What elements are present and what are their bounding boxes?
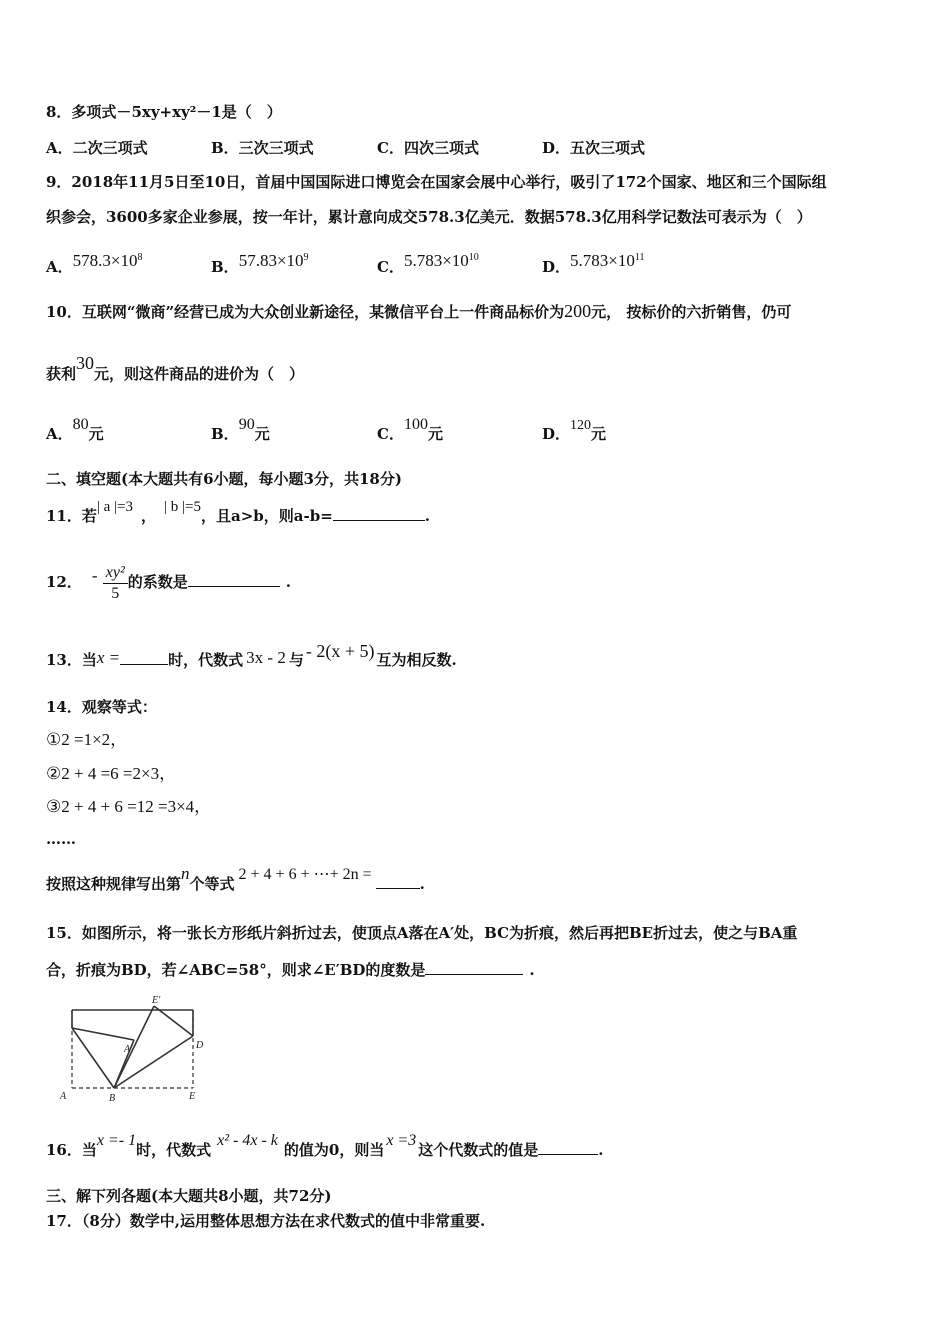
q16-stem: [46, 1132, 604, 1161]
q11-stem: [46, 499, 430, 527]
q12-answer-blank[interactable]: [188, 572, 280, 587]
option-exponent: 10: [468, 252, 479, 263]
q16-condition: x =- 1: [96, 1132, 137, 1149]
option-exponent: 11: [634, 252, 645, 263]
q15-answer-blank[interactable]: [425, 960, 523, 975]
q10-stem-line2: [46, 353, 305, 384]
q12-fraction: [103, 563, 128, 604]
q10-option-d: [542, 418, 607, 444]
q14-eq-2: [46, 764, 176, 784]
q15-folding-figure: [58, 990, 208, 1105]
q14-dots: ……: [46, 830, 76, 848]
q9-option-c: [377, 250, 479, 276]
option-value: 90: [238, 416, 255, 433]
q12-stem: [46, 559, 291, 605]
q13-stem: [46, 641, 457, 670]
option-value: 100: [403, 416, 428, 433]
q17-stem: 17．（8分）数学中,运用整体思想方法在求代数式的值中非常重要.: [46, 1212, 486, 1230]
q13-expression-1: 3x - 2: [246, 648, 286, 667]
option-unit: 元: [88, 425, 104, 443]
q15-stem-line2: [46, 960, 535, 980]
option-base: 5.783×10: [570, 251, 635, 270]
fig-label-b: B: [109, 1093, 116, 1104]
fig-label-e-prime: E': [152, 995, 161, 1006]
q13-x-equals: x =: [96, 648, 121, 667]
option-value: 80: [72, 416, 89, 433]
option-letter: D．: [542, 258, 571, 276]
q8-option-a: A．二次三项式: [46, 139, 148, 157]
q11-separator: ，: [141, 507, 157, 525]
option-unit: 元: [254, 425, 270, 443]
q13-text: 与: [288, 651, 304, 669]
q9-stem-line1: 9．2018年11月5日至10日，首届中国国际进口博览会在国家会展中心举行，吸引了172个国家、地区和三个国际组: [46, 173, 827, 191]
q16-expression: x² - 4x - k: [217, 1132, 278, 1149]
q10-profit: 30: [76, 353, 95, 373]
q12-text: 12．: [46, 573, 82, 591]
q11-abs-b: | b |=5: [164, 499, 201, 515]
section-2-heading: 二、填空题(本大题共有6小题，每小题3分，共18分): [46, 470, 402, 488]
q10-text: 元， 按标价的六折销售，仍可: [591, 303, 792, 321]
q8-option-c: C．四次三项式: [377, 139, 479, 157]
q11-end: .: [424, 507, 430, 525]
q16-text: 时，代数式: [136, 1141, 212, 1159]
q10-text: 10．互联网“微商”经营已成为大众创业新途径，某微信平台上一件商品标价为: [46, 303, 565, 321]
option-unit: 元: [427, 425, 443, 443]
option-base: 5.783×10: [403, 251, 469, 270]
fig-line-cb: [72, 1028, 114, 1088]
option-letter: B．: [211, 258, 239, 276]
option-exponent: 8: [137, 252, 143, 263]
q13-text: 时，代数式: [168, 651, 244, 669]
q10-price: 200: [564, 301, 592, 321]
fig-label-d: D: [196, 1040, 204, 1051]
q10-option-c: [377, 416, 443, 444]
q9-option-d: [542, 250, 645, 276]
q14-text: 按照这种规律写出第: [46, 875, 182, 893]
q16-answer-blank[interactable]: [538, 1140, 598, 1155]
q16-text: 的值为0，则当: [283, 1141, 385, 1159]
q14-text: 个等式: [189, 875, 235, 893]
q14-title: 14．观察等式：: [46, 698, 157, 716]
option-letter: C．: [377, 258, 404, 276]
q9-stem-line2: 织参会，3600多家企业参展，按一年计，累计意向成交578.3亿美元．数据578.3亿用科学记数法可表示为（ ）: [46, 208, 812, 226]
q10-option-a: [46, 416, 104, 444]
q14-answer-blank[interactable]: [376, 874, 420, 889]
q14-eq-3: [46, 797, 211, 817]
q12-denominator: 5: [111, 584, 120, 602]
q9-option-a: [46, 250, 143, 276]
q14-n: n: [181, 864, 190, 883]
q14-equation: ③2 + 4 + 6 =12 =3×4，: [46, 797, 212, 816]
q14-eq-1: [46, 730, 127, 750]
q10-text: 元，则这件商品的进价为（ ）: [94, 365, 305, 383]
option-base: 57.83×10: [238, 251, 304, 270]
q11-abs-a: | a |=3: [96, 499, 133, 515]
option-letter: D．: [542, 425, 571, 443]
q9-option-b: [211, 250, 309, 276]
option-letter: A．: [46, 425, 73, 443]
q13-expression-2: - 2(x + 5): [305, 641, 375, 661]
q16-end: .: [598, 1141, 604, 1159]
q16-condition-2: x =3: [386, 1132, 417, 1149]
q13-answer-blank[interactable]: [120, 650, 168, 665]
q12-minus: -: [91, 566, 98, 585]
section-3-heading: 三、解下列各题(本大题共8小题，共72分): [46, 1187, 332, 1205]
fig-label-a: A: [60, 1091, 67, 1102]
q12-text: 的系数是: [127, 573, 188, 591]
q10-stem-line1: [46, 301, 791, 322]
q14-question: [46, 864, 425, 895]
q11-text: ，且a>b，则a-b=: [200, 507, 333, 525]
q8-option-b: B．三次三项式: [211, 139, 314, 157]
q8-stem: 8．多项式－5xy+xy²－1是（ ）: [46, 103, 282, 121]
option-letter: A．: [46, 258, 73, 276]
option-unit: 元: [591, 425, 607, 443]
q16-text: 这个代数式的值是: [418, 1141, 539, 1159]
q11-answer-blank[interactable]: [333, 506, 425, 521]
q15-text: 合，折痕为BD，若∠ABC=58°，则求∠E′BD的度数是: [46, 961, 426, 979]
q15-end: .: [529, 961, 535, 979]
fig-label-e: E: [189, 1091, 196, 1102]
fig-label-a-prime: A': [124, 1044, 133, 1055]
q14-equation: ②2 + 4 =6 =2×3，: [46, 764, 177, 783]
fig-line-ca: [72, 1028, 134, 1040]
q14-expression: 2 + 4 + 6 + ⋯+ 2n =: [238, 866, 372, 883]
q12-end: .: [285, 573, 292, 591]
option-letter: B．: [211, 425, 239, 443]
q16-text: 16．当: [46, 1141, 97, 1159]
q13-text: 互为相反数.: [376, 651, 457, 669]
q8-option-d: D．五次三项式: [542, 139, 646, 157]
q12-numerator: xy²: [103, 563, 128, 584]
option-base: 578.3×10: [72, 251, 138, 270]
q11-text: 11．若: [46, 507, 97, 525]
q10-option-b: [211, 416, 270, 444]
option-value: 120: [570, 418, 592, 433]
q13-text: 13．当: [46, 651, 97, 669]
q10-text: 获利: [46, 365, 77, 383]
q14-equation: ①2 =1×2，: [46, 730, 128, 749]
option-letter: C．: [377, 425, 404, 443]
option-exponent: 9: [303, 252, 309, 263]
q15-stem-line1: 15．如图所示，将一张长方形纸片斜折过去，使顶点A落在A′处，BC为折痕，然后再把BE折过去，使之与BA重: [46, 924, 798, 942]
q14-end: .: [419, 875, 425, 893]
